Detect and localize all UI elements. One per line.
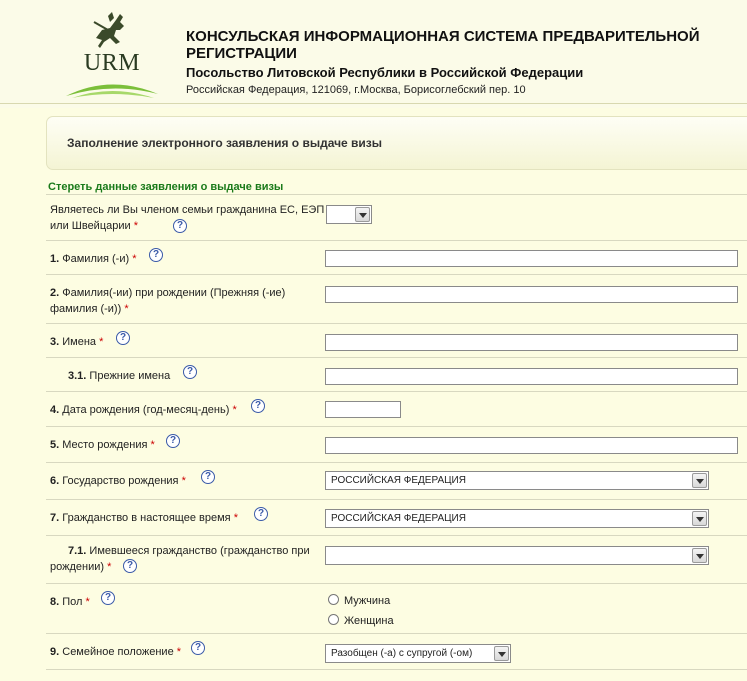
page-title: Заполнение электронного заявления о выдаче визы — [67, 136, 383, 150]
help-icon[interactable]: ? — [116, 331, 130, 345]
form-row-marital-status — [46, 633, 747, 670]
former-citizenship-select[interactable] — [325, 546, 709, 565]
required-mark: * — [176, 646, 182, 658]
help-icon[interactable]: ? — [123, 559, 137, 573]
birth-surname-label: Фамилия(-ии) при рождении (Прежняя (-ие) фамилия (-и)) — [50, 287, 286, 315]
eu-family-select[interactable] — [326, 205, 372, 224]
field-number: 7.1. — [68, 545, 87, 557]
chevron-down-icon — [355, 207, 370, 222]
help-icon[interactable]: ? — [101, 591, 115, 605]
sex-male-radio[interactable] — [328, 594, 339, 605]
birth-country-select[interactable]: РОССИЙСКАЯ ФЕДЕРАЦИЯ — [325, 471, 709, 490]
system-title: КОНСУЛЬСКАЯ ИНФОРМАЦИОННАЯ СИСТЕМА ПРЕДВАРИТЕЛЬНОЙ РЕГИСТРАЦИИ — [186, 28, 700, 62]
names-label: Имена — [62, 336, 97, 348]
form-row-citizenship — [46, 499, 747, 536]
chevron-down-icon — [692, 548, 707, 563]
form-row-former-names — [46, 357, 747, 392]
birth-surname-input[interactable] — [325, 286, 738, 303]
logo-swoosh-icon — [62, 72, 162, 100]
sex-label: Пол — [62, 596, 83, 608]
eu-family-label: Являетесь ли Вы членом семьи гражданина ЕС, ЕЭП или Швейцарии — [50, 204, 325, 232]
required-mark: * — [124, 303, 129, 315]
embassy-address: Российская Федерация, 121069, г.Москва, Борисоглебский пер. 10 — [186, 84, 526, 96]
required-mark: * — [233, 512, 238, 524]
field-number: 2. — [50, 287, 60, 299]
field-number: 3. — [50, 336, 60, 348]
surname-label: Фамилия (-и) — [62, 253, 130, 265]
names-input[interactable] — [325, 334, 738, 351]
visa-application-form — [46, 194, 747, 681]
required-mark: * — [232, 404, 237, 416]
header-divider — [0, 103, 747, 104]
form-row-birth-place — [46, 426, 747, 463]
birth-country-label: Государство рождения — [62, 475, 179, 487]
required-mark: * — [99, 336, 104, 348]
help-icon[interactable]: ? — [201, 470, 215, 484]
required-mark: * — [132, 253, 137, 265]
former-citizenship-label: Имевшееся гражданство (гражданство при рождении) — [50, 545, 310, 573]
former-names-label: Прежние имена — [89, 370, 171, 382]
chevron-down-icon — [692, 473, 707, 488]
surname-input[interactable] — [325, 250, 738, 267]
urm-logo — [62, 6, 162, 102]
field-number: 6. — [50, 475, 60, 487]
field-number: 8. — [50, 596, 60, 608]
required-mark: * — [150, 439, 155, 451]
form-row-birth-surname — [46, 274, 747, 324]
field-number: 3.1. — [68, 370, 87, 382]
form-title-panel — [46, 116, 747, 170]
birth-date-input[interactable] — [325, 401, 401, 418]
field-number: 4. — [50, 404, 60, 416]
chevron-down-icon — [494, 646, 509, 661]
required-mark: * — [133, 220, 138, 232]
sex-female-radio[interactable] — [328, 614, 339, 625]
field-number: 7. — [50, 512, 60, 524]
help-icon[interactable]: ? — [251, 399, 265, 413]
sex-male-label: Мужчина — [344, 595, 391, 607]
help-icon[interactable]: ? — [183, 365, 197, 379]
help-icon[interactable]: ? — [191, 641, 205, 655]
clear-application-link[interactable]: Стереть данные заявления о выдаче визы — [48, 181, 284, 193]
field-number: 9. — [50, 646, 60, 658]
birth-place-input[interactable] — [325, 437, 738, 454]
marital-status-label: Семейное положение — [62, 646, 174, 658]
form-row-former-citizenship — [46, 535, 747, 584]
birth-date-label: Дата рождения (год-месяц-день) — [62, 404, 230, 416]
help-icon[interactable]: ? — [166, 434, 180, 448]
help-icon[interactable]: ? — [254, 507, 268, 521]
required-mark: * — [107, 561, 112, 573]
marital-status-select[interactable]: Разобщен (-а) с супругой (-ом) — [325, 644, 511, 663]
form-row-names — [46, 323, 747, 358]
required-mark: * — [85, 596, 90, 608]
citizenship-select[interactable]: РОССИЙСКАЯ ФЕДЕРАЦИЯ — [325, 509, 709, 528]
knight-emblem-icon — [90, 8, 134, 52]
former-names-input[interactable] — [325, 368, 738, 385]
page-header — [0, 0, 747, 108]
logo-text: URM — [83, 50, 141, 76]
form-row-eu-family — [46, 195, 747, 241]
sex-female-label: Женщина — [344, 615, 394, 627]
form-row-birth-country — [46, 462, 747, 500]
help-icon[interactable]: ? — [149, 248, 163, 262]
required-mark: * — [181, 475, 186, 487]
embassy-name: Посольство Литовской Республики в Российской Федерации — [186, 65, 584, 80]
citizenship-label: Гражданство в настоящее время — [62, 512, 231, 524]
chevron-down-icon — [692, 511, 707, 526]
field-number: 1. — [50, 253, 60, 265]
form-row-surname — [46, 240, 747, 275]
birth-place-label: Место рождения — [62, 439, 148, 451]
form-row-birth-date — [46, 391, 747, 427]
field-number: 5. — [50, 439, 60, 451]
form-row-sex — [46, 583, 747, 634]
help-icon[interactable]: ? — [173, 219, 187, 233]
